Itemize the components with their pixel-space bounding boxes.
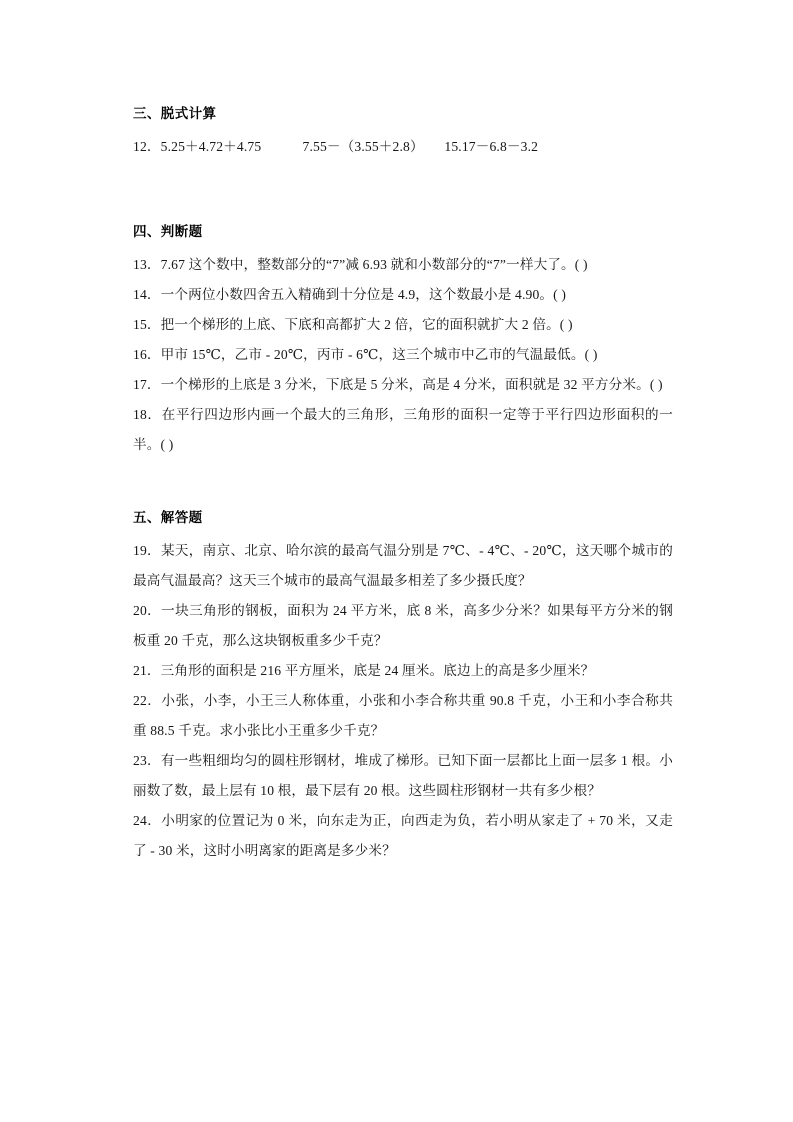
question-number-16: 16．	[133, 347, 161, 362]
question-23	[133, 746, 673, 806]
question-number-14: 14．	[133, 287, 161, 302]
question-number-20: 20．	[133, 603, 162, 618]
question-text-15: 把一个梯形的上底、下底和高都扩大 2 倍，它的面积就扩大 2 倍。( )	[160, 317, 573, 332]
question-text-13: 7.67 这个数中，整数部分的“7”减 6.93 就和小数部分的“7”一样大了。( )	[160, 257, 588, 272]
question-16	[133, 340, 673, 370]
worksheet-content	[133, 104, 673, 866]
question-text-20: 一块三角形的钢板，面积为 24 平方米，底 8 米，高多少分米？如果每平方分米的钢板重 20 千克，那么这块钢板重多少千克？	[133, 603, 673, 648]
spacer	[133, 124, 673, 132]
spacer	[133, 460, 673, 508]
question-14	[133, 280, 673, 310]
question-number-22: 22．	[133, 693, 162, 708]
question-12	[133, 132, 673, 162]
question-17	[133, 370, 673, 400]
question-text-22: 小张，小李，小王三人称体重，小张和小李合称共重 90.8 千克，小王和小李合称共重 88.5 千克。求小张比小王重多少千克？	[133, 693, 673, 738]
question-text-19: 某天，南京、北京、哈尔滨的最高气温分别是 7℃、- 4℃、- 20℃，这天哪个城市的最高气温最高？这天三个城市的最高气温最多相差了多少摄氏度？	[133, 543, 673, 588]
question-text-16: 甲市 15℃，乙市 - 20℃，丙市 - 6℃，这三个城市中乙市的气温最低。( )	[160, 347, 598, 362]
question-13	[133, 250, 673, 280]
question-number-21: 21．	[133, 663, 161, 678]
question-text-24: 小明家的位置记为 0 米，向东走为正，向西走为负，若小明从家走了 + 70 米，又走了 - 30 米，这时小明离家的距离是多少米？	[133, 813, 673, 858]
question-number-23: 23．	[133, 753, 161, 768]
question-text-18: 在平行四边形内画一个最大的三角形，三角形的面积一定等于平行四边形面积的一半。( )	[133, 407, 673, 452]
question-number-12: 12．	[133, 139, 161, 154]
question-21	[133, 656, 673, 686]
question-number-19: 19．	[133, 543, 161, 558]
spacer	[133, 242, 673, 250]
question-15	[133, 310, 673, 340]
question-text-12: 5.25＋4.72＋4.75 7.55－（3.55＋2.8） 15.17－6.8－3.2	[160, 139, 539, 154]
section-heading-5: 五、解答题	[133, 510, 203, 525]
question-24	[133, 806, 673, 866]
question-text-14: 一个两位小数四舍五入精确到十分位是 4.9，这个数最小是 4.90。( )	[160, 287, 567, 302]
section-heading-4: 四、判断题	[133, 224, 203, 239]
spacer	[133, 528, 673, 536]
question-text-17: 一个梯形的上底是 3 分米，下底是 5 分米，高是 4 分米，面积就是 32 平方分米。( )	[160, 377, 663, 392]
question-number-18: 18．	[133, 407, 162, 422]
section-heading-3: 三、脱式计算	[133, 106, 217, 121]
question-number-24: 24．	[133, 813, 162, 828]
question-number-17: 17．	[133, 377, 161, 392]
question-18	[133, 400, 673, 460]
question-number-13: 13．	[133, 257, 161, 272]
question-19	[133, 536, 673, 596]
spacer	[133, 162, 673, 222]
question-text-21: 三角形的面积是 216 平方厘米，底是 24 厘米。底边上的高是多少厘米？	[160, 663, 595, 678]
question-text-23: 有一些粗细均匀的圆柱形钢材，堆成了梯形。已知下面一层都比上面一层多 1 根。小丽数了数，最上层有 10 根，最下层有 20 根。这些圆柱形钢材一共有多少根？	[133, 753, 673, 798]
question-20	[133, 596, 673, 656]
question-number-15: 15．	[133, 317, 161, 332]
question-22	[133, 686, 673, 746]
